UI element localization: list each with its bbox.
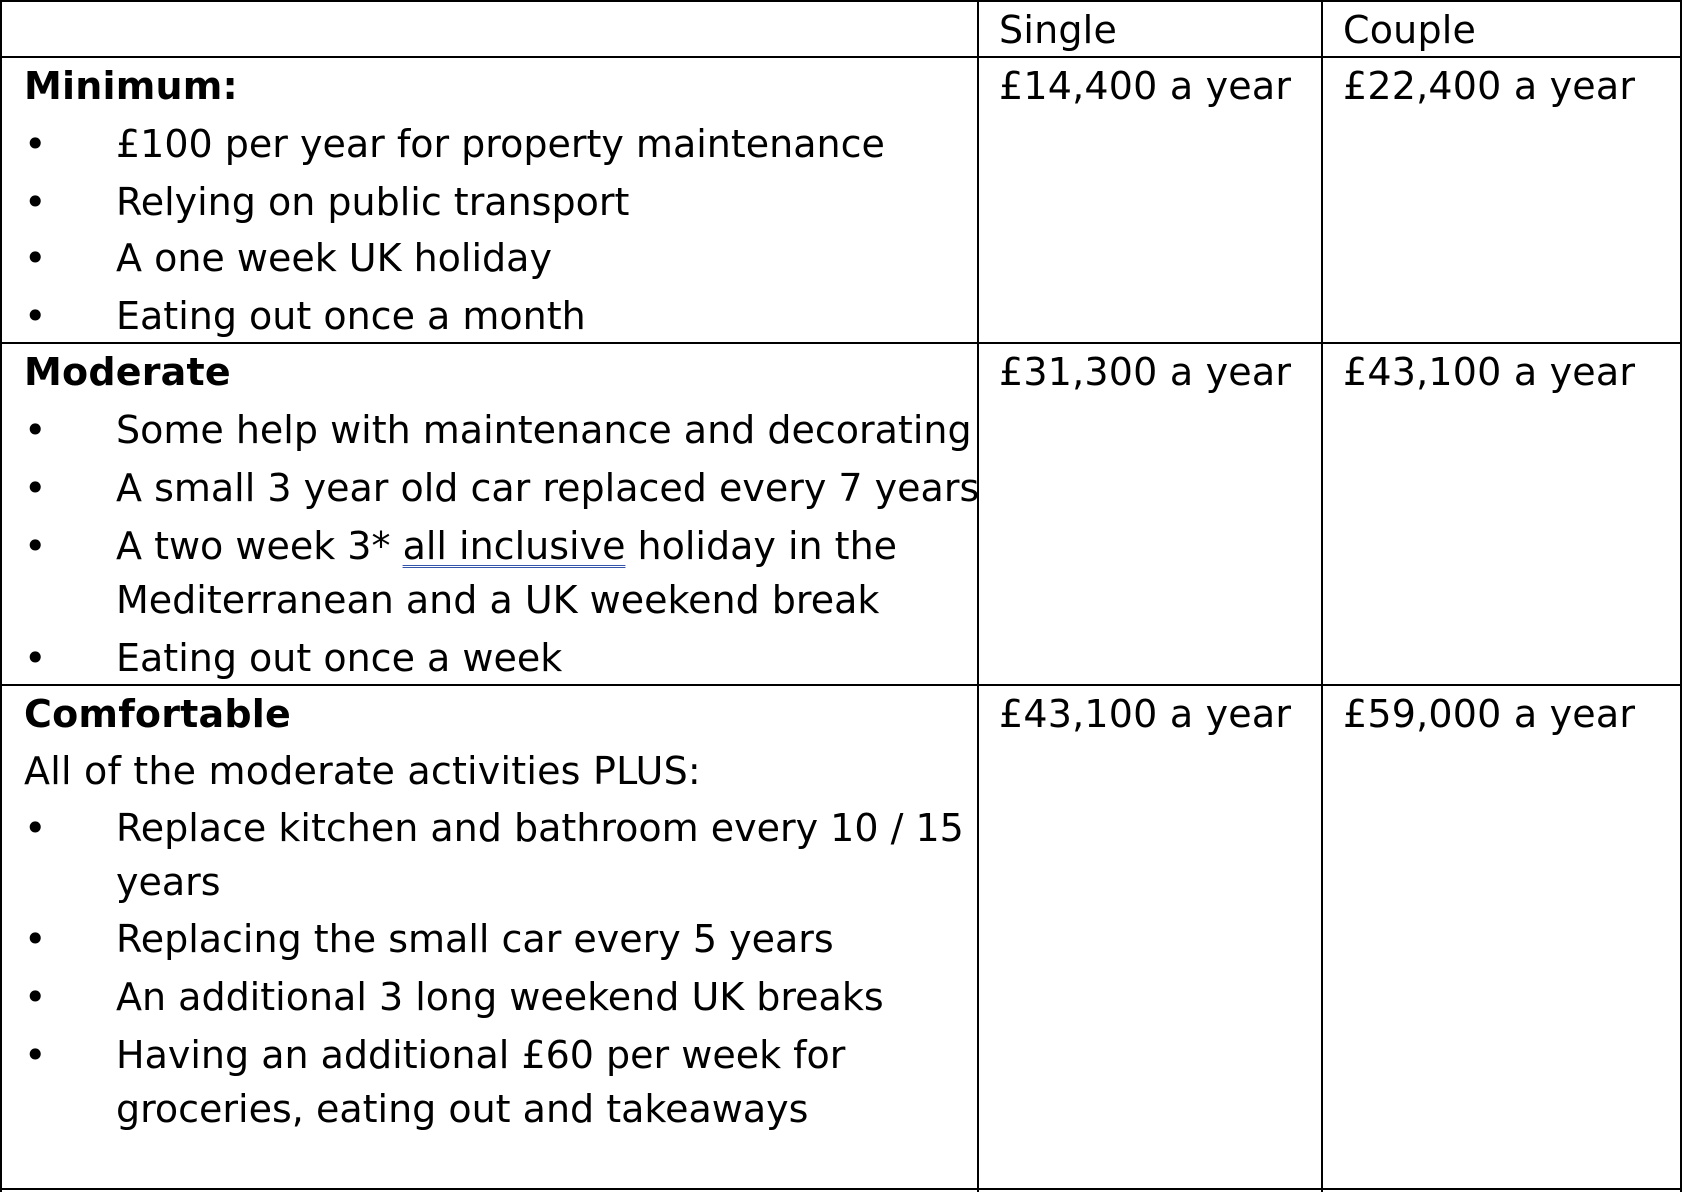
single-value-moderate: £31,300 a year <box>999 350 1292 394</box>
list-item-text-part: holiday in the <box>625 524 898 568</box>
bullet-icon: • <box>24 806 47 850</box>
list-item-text: A small 3 year old car replaced every 7 years <box>116 466 980 510</box>
list-item-text: Replace kitchen and bathroom every 10 / 15 <box>116 806 964 850</box>
column-divider-2 <box>1321 0 1323 1192</box>
list-item-text: A one week UK holiday <box>116 236 552 280</box>
list-item-text-part: A two week 3* <box>116 524 403 568</box>
list-item-text: Having an additional £60 per week for <box>116 1033 846 1077</box>
bullet-icon: • <box>24 1033 47 1077</box>
header-couple: Couple <box>1343 8 1477 52</box>
list-item-text: An additional 3 long weekend UK breaks <box>116 975 884 1019</box>
list-item-text: Relying on public transport <box>116 180 630 224</box>
table-border-left <box>0 0 2 1192</box>
bullet-icon: • <box>24 180 47 224</box>
row-title-comfortable: Comfortable <box>24 692 291 736</box>
list-item-text: £100 per year for property maintenance <box>116 122 885 166</box>
single-value-minimum: £14,400 a year <box>999 64 1292 108</box>
list-item-text: years <box>116 860 221 904</box>
bullet-icon: • <box>24 294 47 338</box>
list-item-text: Mediterranean and a UK weekend break <box>116 578 880 622</box>
row-title-moderate: Moderate <box>24 350 231 394</box>
bullet-icon: • <box>24 236 47 280</box>
bullet-icon: • <box>24 408 47 452</box>
table-border-bottom <box>0 1188 1682 1190</box>
bullet-icon: • <box>24 524 47 568</box>
list-item-text <box>116 519 897 573</box>
column-divider-1 <box>977 0 979 1192</box>
list-item-text: Eating out once a week <box>116 636 563 680</box>
header-single: Single <box>999 8 1118 52</box>
bullet-icon: • <box>24 636 47 680</box>
list-item-text: Some help with maintenance and decorating <box>116 408 972 452</box>
comfortable-intro: All of the moderate activities PLUS: <box>24 749 701 793</box>
row-title-minimum: Minimum: <box>24 64 238 108</box>
couple-value-moderate: £43,100 a year <box>1343 350 1636 394</box>
list-item-text: groceries, eating out and takeaways <box>116 1087 809 1131</box>
table-border-top <box>0 0 1682 2</box>
list-item-text: Eating out once a month <box>116 294 586 338</box>
bullet-icon: • <box>24 917 47 961</box>
single-value-comfortable: £43,100 a year <box>999 692 1292 736</box>
bullet-icon: • <box>24 466 47 510</box>
list-item-text: Replacing the small car every 5 years <box>116 917 834 961</box>
all-inclusive-link: all inclusive <box>402 524 626 568</box>
couple-value-comfortable: £59,000 a year <box>1343 692 1636 736</box>
couple-value-minimum: £22,400 a year <box>1343 64 1636 108</box>
bullet-icon: • <box>24 122 47 166</box>
bullet-icon: • <box>24 975 47 1019</box>
